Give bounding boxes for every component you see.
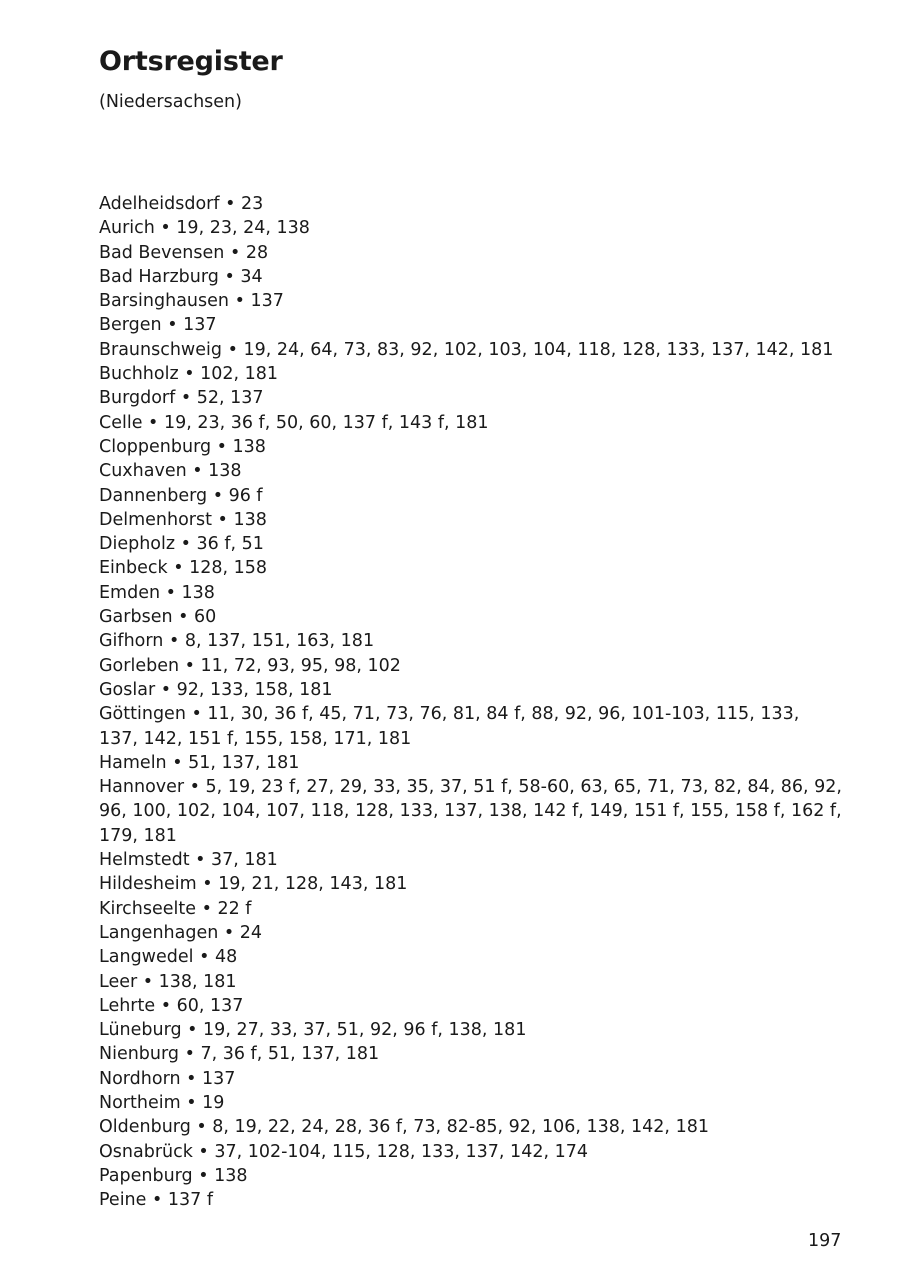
index-entry-pages: 137 — [202, 1068, 236, 1089]
index-entry-pages: 92, 133, 158, 181 — [176, 679, 333, 700]
page-title: Ortsregister — [99, 46, 283, 77]
index-entry-line — [99, 340, 833, 360]
index-entry-separator: • — [178, 364, 201, 385]
index-entry-place: Bad Harzburg — [99, 266, 219, 287]
index-entry — [99, 1018, 859, 1042]
index-entry-pages: 138, 181 — [158, 971, 237, 992]
index-entry — [99, 1188, 859, 1212]
index-entry — [99, 654, 859, 678]
index-entry-place: Hildesheim — [99, 874, 197, 895]
index-entry-place: Emden — [99, 582, 161, 603]
index-entry — [99, 702, 859, 751]
index-entry-place: Gorleben — [99, 655, 180, 676]
index-entry-place: Helmstedt — [99, 850, 190, 871]
index-entry-pages: 60, 137 — [176, 995, 244, 1016]
index-entry-line — [99, 388, 264, 408]
index-entry-place: Diepholz — [99, 534, 176, 555]
index-entry — [99, 1140, 859, 1164]
index-entry — [99, 484, 859, 508]
index-entry-separator: • — [179, 655, 201, 676]
index-entry-place: Leer — [99, 971, 138, 992]
index-entry — [99, 1042, 859, 1066]
index-entry-separator: • — [186, 461, 209, 482]
index-entry-pages: 138 — [232, 436, 266, 457]
index-entry — [99, 265, 859, 289]
index-entry-separator: • — [218, 922, 240, 943]
index-entry-line — [99, 850, 278, 870]
index-entry-line — [99, 486, 263, 506]
index-entry — [99, 629, 859, 653]
index-entry-line — [99, 874, 407, 894]
index-entry-line — [99, 243, 268, 263]
index-entry-pages: 60 — [194, 607, 217, 628]
index-entry-place: Lehrte — [99, 995, 156, 1016]
index-entry-separator: • — [192, 1165, 215, 1186]
index-entry-place: Aurich — [99, 218, 155, 239]
index-entry-pages: 138 — [208, 461, 242, 482]
index-entry-place: Burgdorf — [99, 388, 176, 409]
index-entry-line — [99, 1166, 248, 1186]
index-entry — [99, 1067, 859, 1091]
index-entry-line — [99, 631, 374, 651]
index-entry — [99, 508, 859, 532]
index-entry-pages-continued: 96, 100, 102, 104, 107, 118, 128, 133, 137, 138, 142 f, 149, 151 f, 155, 158 f, 162 f, — [99, 801, 842, 822]
index-entry-pages: 19, 24, 64, 73, 83, 92, 102, 103, 104, 118, 128, 133, 137, 142, 181 — [243, 339, 834, 360]
index-entry-separator: • — [172, 607, 195, 628]
index-entry-line — [99, 1117, 709, 1137]
index-entry-line — [99, 972, 237, 992]
index-entry-pages: 7, 36 f, 51, 137, 181 — [200, 1044, 380, 1065]
index-entry-place: Gifhorn — [99, 631, 164, 652]
index-entry-place: Hameln — [99, 752, 167, 773]
index-entry-separator: • — [180, 1092, 203, 1113]
index-entry-line — [99, 947, 237, 967]
index-entry — [99, 556, 859, 580]
index-entry-line — [99, 1190, 213, 1210]
index-entry-separator: • — [192, 1141, 215, 1162]
index-entry-separator: • — [190, 1117, 213, 1138]
index-entry-place: Braunschweig — [99, 339, 222, 360]
index-entry-pages: 128, 158 — [189, 558, 268, 579]
index-entry-line — [99, 558, 267, 578]
index-entry-place: Northeim — [99, 1092, 181, 1113]
index-entry — [99, 1164, 859, 1188]
index-entry-separator: • — [218, 266, 241, 287]
index-entry — [99, 338, 859, 362]
index-entry-line — [99, 680, 332, 700]
index-entry-pages: 138 — [214, 1165, 248, 1186]
index-entry-place: Hannover — [99, 777, 185, 798]
index-entry-place: Einbeck — [99, 558, 168, 579]
index-entry-pages: 36 f, 51 — [196, 534, 264, 555]
index-entry-pages: 37, 102-104, 115, 128, 133, 137, 142, 174 — [214, 1141, 588, 1162]
index-entry-separator: • — [175, 388, 197, 409]
index-entry-line — [99, 777, 842, 797]
index-entry-pages: 11, 30, 36 f, 45, 71, 73, 76, 81, 84 f, 88, 92, 96, 101-103, 115, 133, — [207, 704, 800, 725]
index-entry-line — [99, 291, 284, 311]
index-entry-place: Osnabrück — [99, 1141, 193, 1162]
index-entry-separator: • — [154, 218, 177, 239]
index-entry — [99, 362, 859, 386]
index-entry-line — [99, 996, 243, 1016]
index-entry-separator: • — [155, 679, 177, 700]
index-entry-separator: • — [163, 631, 185, 652]
index-entry-line — [99, 923, 262, 943]
index-entry-pages: 23 — [240, 194, 264, 214]
index-entry-pages-continued: 137, 142, 151 f, 155, 158, 171, 181 — [99, 728, 412, 749]
index-entry-line — [99, 218, 310, 238]
index-entry — [99, 435, 859, 459]
index-entry-line — [99, 461, 242, 481]
index-entry — [99, 848, 859, 872]
index-entry-separator: • — [196, 898, 218, 919]
index-entry — [99, 1115, 859, 1139]
index-entry-line — [99, 656, 401, 676]
index-entry-separator: • — [196, 874, 219, 895]
index-entry — [99, 1091, 859, 1115]
index-entry-separator: • — [160, 582, 182, 603]
index-entry — [99, 994, 859, 1018]
index-entry-place: Kirchseelte — [99, 898, 197, 919]
index-entry — [99, 751, 859, 775]
index-entry-separator: • — [180, 1068, 203, 1089]
index-entry-pages: 34 — [240, 266, 263, 287]
index-entry-separator: • — [211, 436, 233, 457]
index-entry-line — [99, 364, 278, 384]
index-entry-pages: 102, 181 — [200, 364, 279, 385]
index-entry-place: Nienburg — [99, 1044, 180, 1065]
index-entry — [99, 532, 859, 556]
index-entry — [99, 921, 859, 945]
index-entry — [99, 216, 859, 240]
index-entry-line — [99, 753, 299, 773]
index-entry-separator: • — [175, 534, 197, 555]
index-entry-separator: • — [167, 558, 190, 579]
index-entry-line — [99, 267, 263, 287]
index-entry-separator: • — [146, 1190, 168, 1211]
index-entry-separator: • — [184, 777, 206, 798]
index-entry-place: Buchholz — [99, 364, 179, 385]
index-entry-place: Garbsen — [99, 607, 173, 628]
index-entry-pages: 19 — [202, 1092, 225, 1113]
index-entry — [99, 897, 859, 921]
index-entry-pages: 28 — [245, 242, 269, 263]
index-entry-separator: • — [189, 850, 212, 871]
index-entry — [99, 970, 859, 994]
index-entry-pages: 22 f — [217, 898, 252, 919]
index-entry-line — [99, 1020, 526, 1040]
index-entry-pages: 8, 19, 22, 24, 28, 36 f, 73, 82-85, 92, 106, 138, 142, 181 — [212, 1117, 709, 1138]
index-entry-line — [99, 437, 266, 457]
index-entry-separator: • — [155, 995, 177, 1016]
index-entry-line — [99, 510, 267, 530]
index-entry-pages: 138 — [181, 582, 215, 603]
index-entry-line — [99, 1142, 588, 1162]
index-entry-pages: 19, 23, 36 f, 50, 60, 137 f, 143 f, 181 — [163, 412, 489, 433]
index-entry-place: Peine — [99, 1190, 147, 1211]
index-entry — [99, 775, 859, 848]
index-entry-pages: 138 — [233, 509, 267, 530]
index-entry-place: Langenhagen — [99, 922, 219, 943]
index-entry-place: Lüneburg — [99, 1020, 182, 1041]
index-entry-pages: 5, 19, 23 f, 27, 29, 33, 35, 37, 51 f, 58-60, 63, 65, 71, 73, 82, 84, 86, 92, — [205, 777, 842, 798]
index-entry — [99, 459, 859, 483]
index-entry-line — [99, 1093, 224, 1113]
index-entry-line — [99, 899, 251, 919]
index-entry-place: Barsinghausen — [99, 291, 229, 312]
index-entry-pages: 137 f — [167, 1190, 214, 1211]
index-entry-pages: 137 — [250, 291, 284, 312]
index-entry — [99, 289, 859, 313]
index-entry-line — [99, 583, 215, 603]
index-entry-separator: • — [193, 947, 215, 968]
index-entry-place: Nordhorn — [99, 1068, 181, 1089]
index-entry-pages: 11, 72, 93, 95, 98, 102 — [200, 655, 401, 676]
index-entry-separator: • — [219, 194, 241, 214]
index-entry-pages: 48 — [214, 947, 238, 968]
index-entry — [99, 605, 859, 629]
index-entry-separator: • — [181, 1020, 204, 1041]
index-entry-place: Papenburg — [99, 1165, 193, 1186]
index-entry-separator: • — [229, 291, 251, 312]
index-entry-place: Langwedel — [99, 947, 194, 968]
index-entry-line — [99, 194, 263, 214]
index-entry-pages: 19, 23, 24, 138 — [176, 218, 310, 239]
index-entry-line — [99, 1044, 379, 1064]
index-entry-pages-continued: 179, 181 — [99, 825, 177, 846]
index-entry-line — [99, 1069, 235, 1089]
index-entry-separator: • — [142, 412, 164, 433]
index-entry — [99, 581, 859, 605]
index-entry-place: Göttingen — [99, 704, 186, 725]
index-entry-pages: 37, 181 — [211, 850, 278, 871]
index-entry-line — [99, 315, 217, 335]
index-entry-pages: 52, 137 — [196, 388, 264, 409]
index-entry-line — [99, 534, 264, 554]
index-entry-separator: • — [224, 242, 246, 263]
index-entry-place: Oldenburg — [99, 1117, 191, 1138]
index-entry-pages: 19, 21, 128, 143, 181 — [218, 874, 408, 895]
index-entry-place: Goslar — [99, 679, 156, 700]
index-entry-pages: 19, 27, 33, 37, 51, 92, 96 f, 138, 181 — [203, 1020, 527, 1041]
index-entry-place: Dannenberg — [99, 485, 208, 506]
index-entry — [99, 678, 859, 702]
index-entry-separator: • — [137, 971, 159, 992]
index-entry — [99, 192, 859, 216]
index-entry-separator: • — [166, 752, 189, 773]
index-entry-place: Celle — [99, 412, 143, 433]
index-entry-separator: • — [185, 704, 208, 725]
index-entry — [99, 386, 859, 410]
index-entry-place: Adelheidsdorf — [99, 194, 220, 214]
index-entry — [99, 313, 859, 337]
index-entry-separator: • — [179, 1044, 201, 1065]
index-entry-pages: 137 — [183, 315, 217, 336]
index-entry-line — [99, 607, 216, 627]
index-entry-pages: 96 f — [228, 485, 263, 506]
index-entry-separator: • — [211, 509, 234, 530]
index-entry-line — [99, 704, 799, 724]
index-entry-line — [99, 413, 489, 433]
index-entry-pages: 8, 137, 151, 163, 181 — [184, 631, 375, 652]
page-subtitle: (Niedersachsen) — [99, 92, 242, 112]
page-number: 197 — [808, 1231, 842, 1251]
index-entry-pages: 51, 137, 181 — [188, 752, 300, 773]
index-entry-place: Bergen — [99, 315, 162, 336]
index-entry-place: Bad Bevensen — [99, 242, 225, 263]
index-entry-separator: • — [222, 339, 244, 360]
index-entry-separator: • — [207, 485, 229, 506]
index-entry — [99, 872, 859, 896]
place-index-list — [99, 192, 859, 1212]
index-entry-pages: 24 — [239, 922, 263, 943]
index-entry — [99, 241, 859, 265]
index-entry — [99, 945, 859, 969]
index-entry-place: Cloppenburg — [99, 436, 212, 457]
index-entry-place: Cuxhaven — [99, 461, 187, 482]
index-entry — [99, 411, 859, 435]
index-entry-place: Delmenhorst — [99, 509, 212, 530]
index-entry-separator: • — [161, 315, 184, 336]
